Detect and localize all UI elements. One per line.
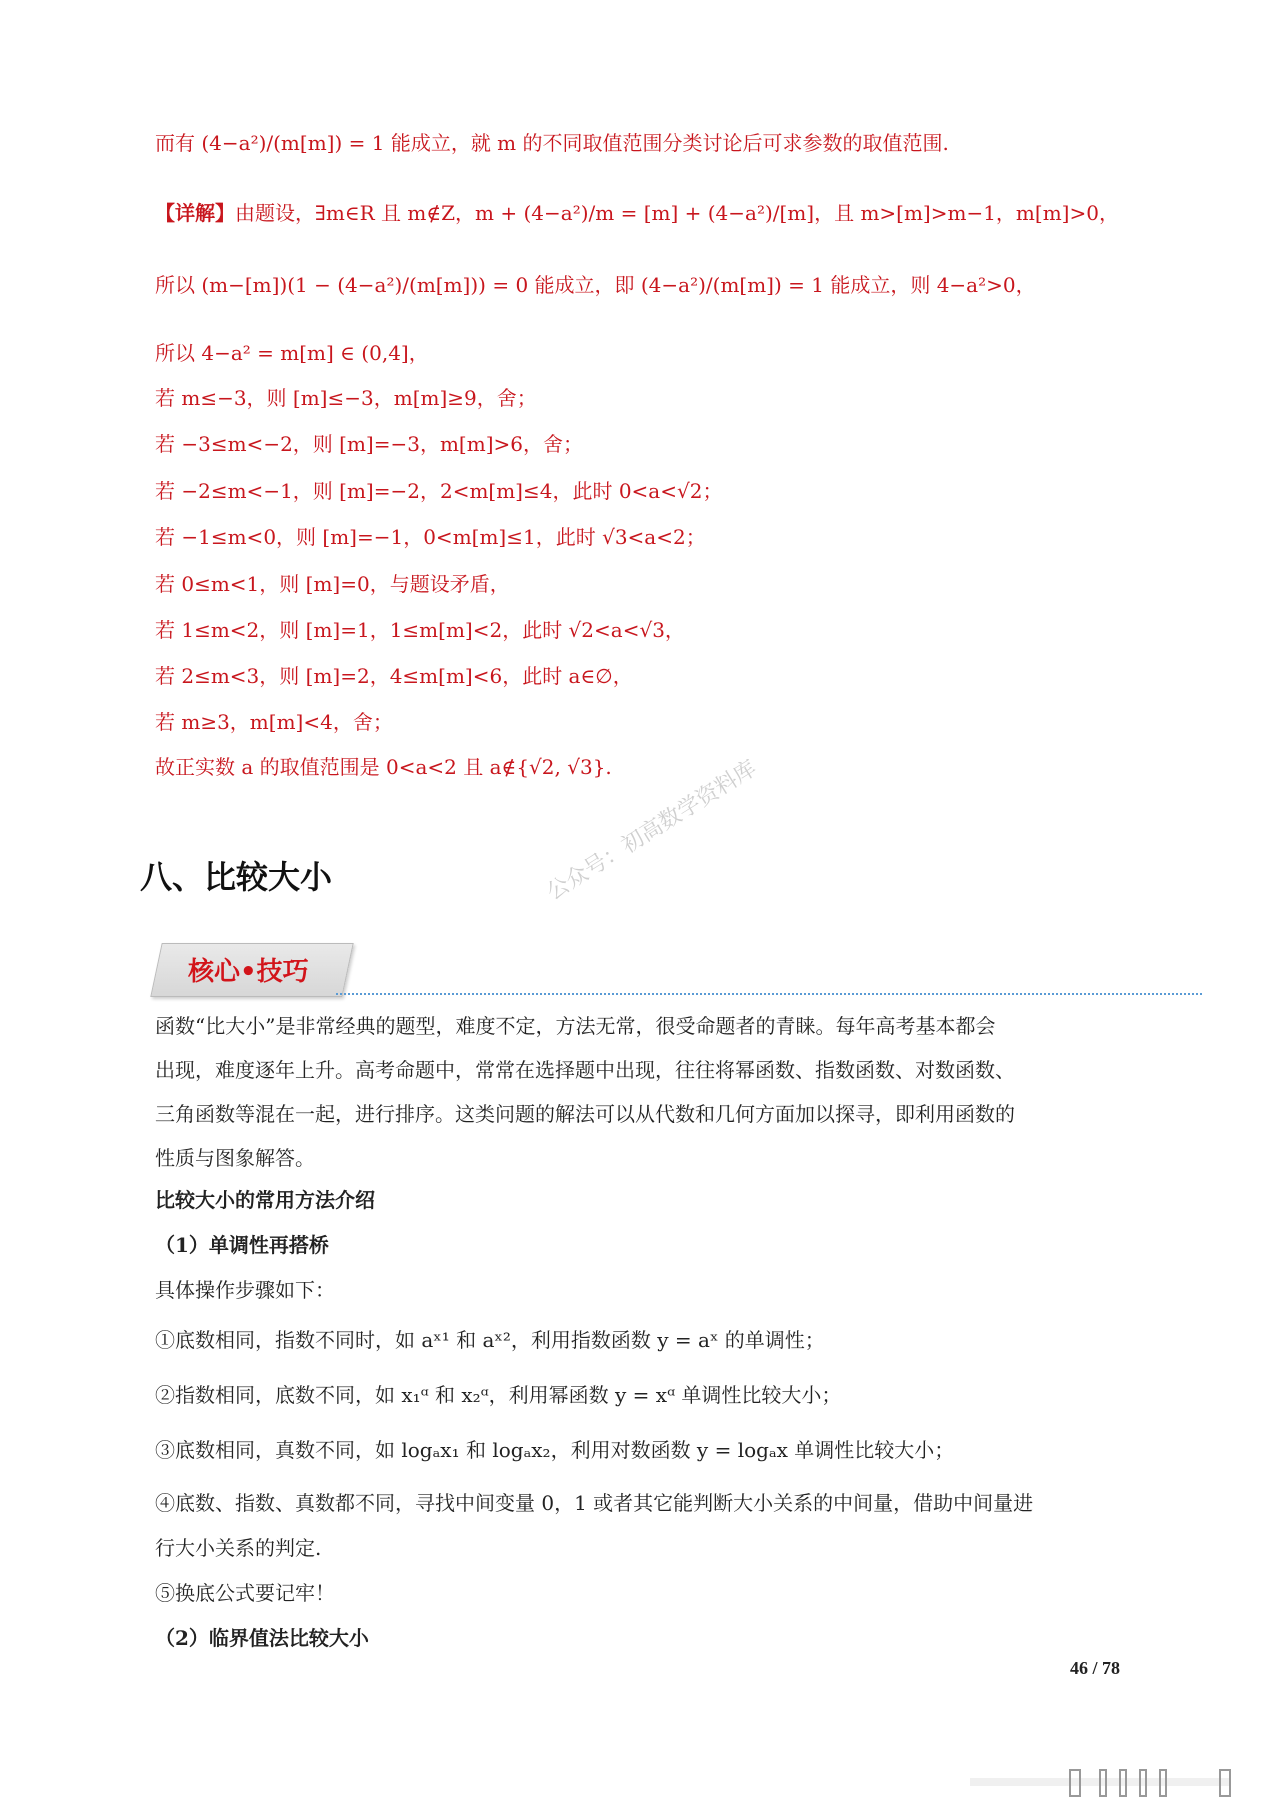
solution-detail: 由题设，∃m∈R 且 m∉Z，m + (4−a²)/m = [m] + (4−a²)/[m]，且 m>[m]>m−1，m[m]>0， <box>235 201 1119 225</box>
case-2: 若 −3≤m<−2，则 [m]=−3，m[m]>6，舍； <box>155 432 583 456</box>
case-6: 若 1≤m<2，则 [m]=1，1≤m[m]<2，此时 √2<a<√3， <box>155 618 685 642</box>
solution-conclusion: 故正实数 a 的取值范围是 0<a<2 且 a∉{√2, √3}. <box>155 755 612 779</box>
step-3: ③底数相同，真数不同，如 logₐx₁ 和 logₐx₂，利用对数函数 y = logₐx 单调性比较大小； <box>155 1438 955 1462</box>
step-4-continued: 行大小关系的判定. <box>155 1536 322 1560</box>
bottom-decoration-icon <box>970 1768 1260 1798</box>
case-1: 若 m≤−3，则 [m]≤−3，m[m]≥9，舍； <box>155 386 537 410</box>
intro-paragraph <box>155 1004 1135 1180</box>
solution-line-1: 所以 (m−[m])(1 − (4−a²)/(m[m])) = 0 能成立，即 (4−a²)/(m[m]) = 1 能成立，则 4−a²>0， <box>155 273 1036 297</box>
intro-line-1: 函数“比大小”是非常经典的题型，难度不定，方法无常，很受命题者的青睐。每年高考基本都会 <box>155 1014 996 1038</box>
steps-intro: 具体操作步骤如下： <box>155 1278 335 1302</box>
badge-divider <box>336 993 1202 995</box>
step-1: ①底数相同，指数不同时，如 aˣ¹ 和 aˣ²，利用指数函数 y = aˣ 的单调性； <box>155 1328 825 1352</box>
step-2: ②指数相同，底数不同，如 x₁ᵅ 和 x₂ᵅ，利用幂函数 y = xᵅ 单调性比较大小； <box>155 1383 842 1407</box>
case-5: 若 0≤m<1，则 [m]=0，与题设矛盾， <box>155 572 510 596</box>
methods-heading: 比较大小的常用方法介绍 <box>155 1188 375 1212</box>
intro-line-4: 性质与图象解答。 <box>155 1146 315 1170</box>
solution-intro: 而有 (4−a²)/(m[m]) = 1 能成立，就 m 的不同取值范围分类讨论后可求参数的取值范围. <box>155 131 949 155</box>
method-2-heading: （2）临界值法比较大小 <box>155 1626 369 1650</box>
step-5: ⑤换底公式要记牢！ <box>155 1581 335 1605</box>
page-number: 46 / 78 <box>1070 1658 1121 1678</box>
watermark: 公众号：初高数学资料库 <box>542 755 762 906</box>
solution-detail-line <box>155 198 1119 228</box>
core-skill-badge-label: 核心•技巧 <box>188 957 309 987</box>
case-4: 若 −1≤m<0，则 [m]=−1，0<m[m]≤1，此时 √3<a<2； <box>155 525 706 549</box>
case-7: 若 2≤m<3，则 [m]=2，4≤m[m]<6，此时 a∈∅， <box>155 664 633 688</box>
detail-label: 【详解】 <box>155 201 235 225</box>
intro-line-3: 三角函数等混在一起，进行排序。这类问题的解法可以从代数和几何方面加以探寻，即利用函数的 <box>155 1102 1015 1126</box>
intro-line-2: 出现，难度逐年上升。高考命题中，常常在选择题中出现，往往将幂函数、指数函数、对数函数、 <box>155 1058 1015 1082</box>
case-3: 若 −2≤m<−1，则 [m]=−2，2<m[m]≤4，此时 0<a<√2； <box>155 479 723 503</box>
solution-line-2: 所以 4−a² = m[m] ∈ (0,4]， <box>155 341 429 365</box>
method-1-heading: （1）单调性再搭桥 <box>155 1233 329 1257</box>
section-title: 八、比较大小 <box>140 858 333 896</box>
case-8: 若 m≥3，m[m]<4，舍； <box>155 710 393 734</box>
step-4: ④底数、指数、真数都不同，寻找中间变量 0，1 或者其它能判断大小关系的中间量，借助中间量进 <box>155 1491 1034 1515</box>
